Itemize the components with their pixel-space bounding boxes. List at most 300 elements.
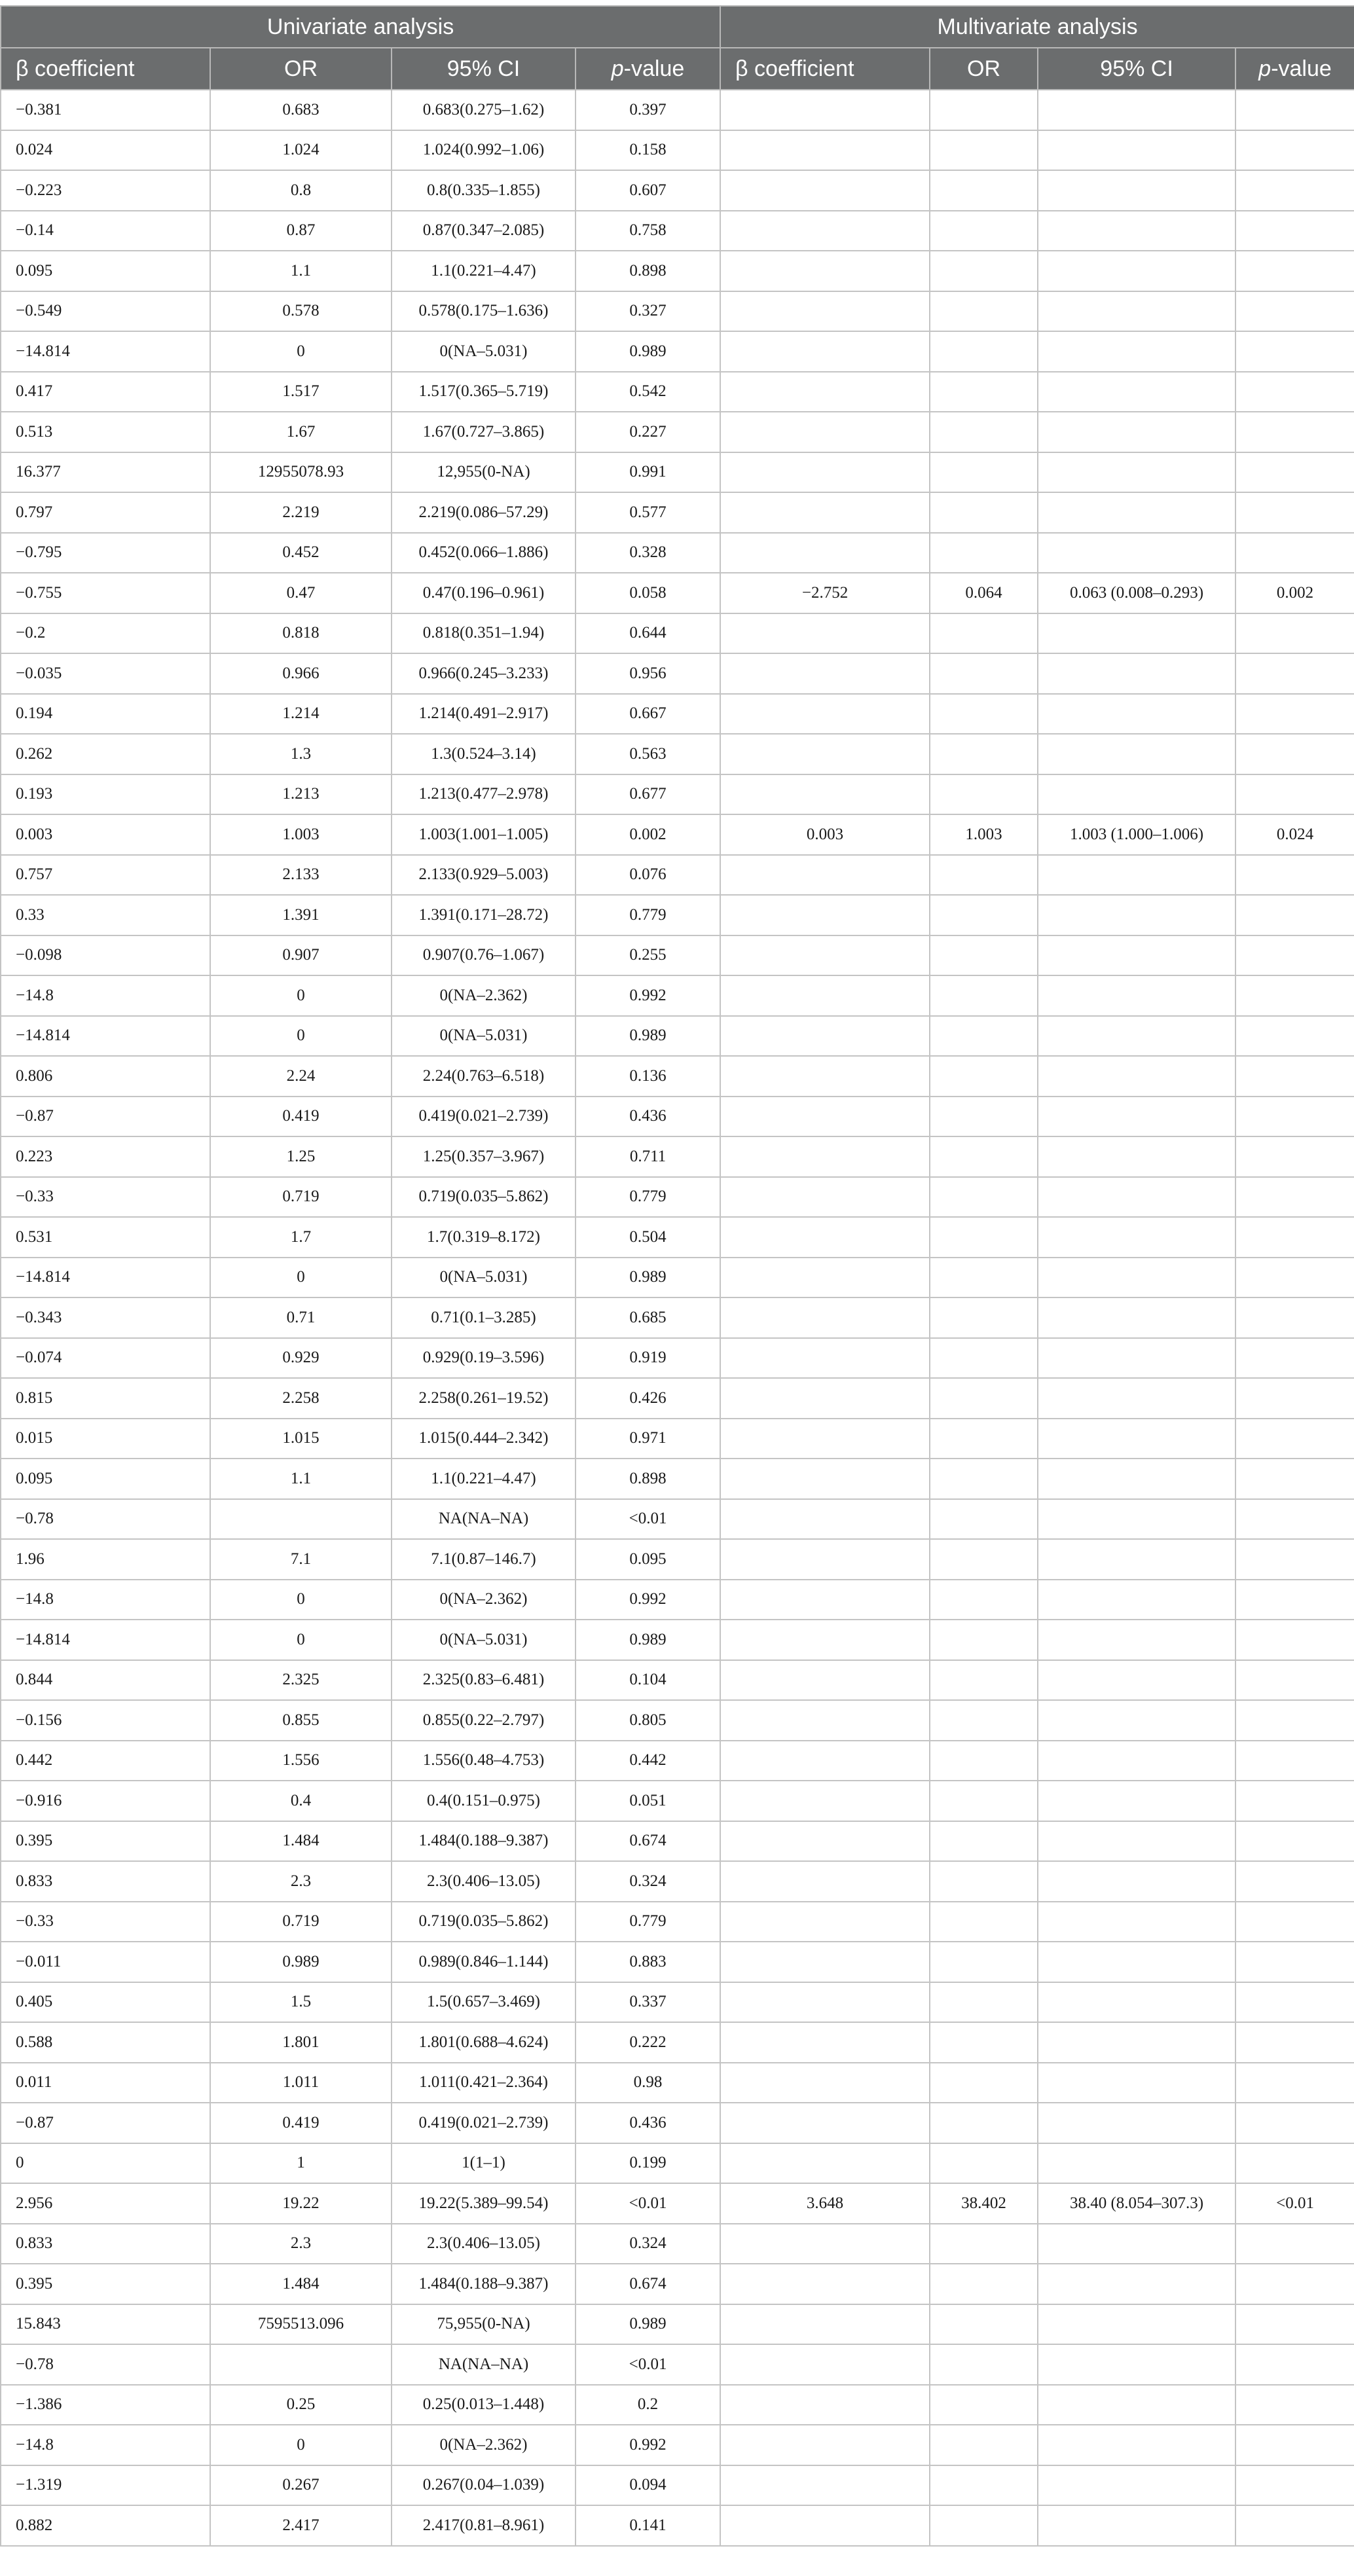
multi-or-cell (930, 533, 1038, 573)
multi-ci-cell (1038, 1016, 1235, 1057)
multi-ci-cell (1038, 331, 1235, 372)
table-row (1, 1459, 1354, 1499)
multi-beta-cell (720, 694, 930, 735)
uni-or-cell: 1.213 (210, 774, 392, 815)
uni-beta-cell: −0.33 (1, 1177, 210, 1218)
uni-or-cell: 1.5 (210, 1982, 392, 2023)
multi-pvalue-cell (1235, 1660, 1354, 1701)
uni-ci-cell: 0.989(0.846–1.144) (392, 1942, 576, 1982)
multi-or-cell (930, 1861, 1038, 1902)
uni-ci-cell: 1.5(0.657–3.469) (392, 1982, 576, 2023)
multi-beta-header: β coefficient (720, 48, 930, 90)
table-row (1, 130, 1354, 171)
multi-ci-cell (1038, 1982, 1235, 2023)
multi-pvalue-cell (1235, 1580, 1354, 1620)
multi-beta-cell (720, 1982, 930, 2023)
multi-beta-cell (720, 1217, 930, 1258)
uni-pvalue-cell: 0.002 (576, 814, 720, 855)
uni-pvalue-cell: 0.758 (576, 211, 720, 251)
value-suffix: -value (623, 56, 685, 81)
uni-beta-cell: −1.386 (1, 2385, 210, 2425)
uni-or-cell: 0 (210, 1580, 392, 1620)
uni-beta-cell: −0.074 (1, 1338, 210, 1379)
uni-beta-cell: 0.095 (1, 1459, 210, 1499)
multi-beta-cell (720, 935, 930, 976)
uni-pvalue-cell: 0.992 (576, 1580, 720, 1620)
multi-pvalue-cell (1235, 1982, 1354, 2023)
multi-ci-cell (1038, 694, 1235, 735)
multi-beta-cell (720, 2022, 930, 2063)
uni-pvalue-cell: 0.324 (576, 2224, 720, 2264)
multi-beta-cell (720, 2264, 930, 2304)
multi-or-cell (930, 1620, 1038, 1660)
multi-beta-cell (720, 2103, 930, 2143)
table-row (1, 1499, 1354, 1540)
uni-ci-cell: 1.003(1.001–1.005) (392, 814, 576, 855)
uni-pvalue-cell: 0.989 (576, 1016, 720, 1057)
multi-pvalue-cell (1235, 1620, 1354, 1660)
table-row (1, 1419, 1354, 1459)
multi-or-cell (930, 2344, 1038, 2385)
uni-pvalue-cell: 0.98 (576, 2063, 720, 2103)
uni-pvalue-cell: 0.504 (576, 1217, 720, 1258)
uni-pvalue-cell: 0.991 (576, 452, 720, 493)
multi-ci-cell (1038, 1378, 1235, 1419)
uni-beta-cell: 0.395 (1, 1821, 210, 1862)
uni-or-cell: 0.419 (210, 1097, 392, 1137)
multi-beta-cell (720, 492, 930, 533)
multi-beta-cell (720, 734, 930, 774)
uni-ci-cell: 2.3(0.406–13.05) (392, 2224, 576, 2264)
uni-beta-cell: 0.395 (1, 2264, 210, 2304)
multi-or-cell (930, 1097, 1038, 1137)
uni-or-cell: 1.3 (210, 734, 392, 774)
uni-beta-cell: −0.343 (1, 1297, 210, 1338)
multi-pvalue-cell (1235, 251, 1354, 291)
multi-ci-cell (1038, 2264, 1235, 2304)
uni-ci-cell: 0.683(0.275–1.62) (392, 90, 576, 130)
uni-beta-cell: 0.588 (1, 2022, 210, 2063)
uni-ci-cell: 0.267(0.04–1.039) (392, 2465, 576, 2506)
multi-pvalue-cell (1235, 2264, 1354, 2304)
uni-pvalue-cell: 0.328 (576, 533, 720, 573)
uni-pvalue-cell: 0.711 (576, 1136, 720, 1177)
multi-ci-cell (1038, 2224, 1235, 2264)
table-row (1, 492, 1354, 533)
uni-or-cell: 1.556 (210, 1741, 392, 1781)
uni-beta-cell: −0.223 (1, 170, 210, 211)
uni-ci-cell: 1.7(0.319–8.172) (392, 1217, 576, 1258)
uni-ci-cell: 75,955(0-NA) (392, 2304, 576, 2345)
uni-or-cell: 0.719 (210, 1177, 392, 1218)
multi-pvalue-cell (1235, 2143, 1354, 2184)
multi-pvalue-cell (1235, 1781, 1354, 1821)
multi-ci-cell (1038, 1419, 1235, 1459)
multi-pvalue-cell (1235, 2505, 1354, 2546)
uni-beta-cell: 0.833 (1, 1861, 210, 1902)
table-row (1, 1539, 1354, 1580)
uni-beta-cell: −14.8 (1, 975, 210, 1016)
uni-pvalue-cell: 0.324 (576, 1861, 720, 1902)
p-letter: p (611, 56, 624, 81)
uni-pvalue-cell: 0.051 (576, 1781, 720, 1821)
table-row (1, 1620, 1354, 1660)
multi-ci-cell: 0.063 (0.008–0.293) (1038, 573, 1235, 613)
multi-or-cell: 0.064 (930, 573, 1038, 613)
uni-beta-header: β coefficient (1, 48, 210, 90)
uni-beta-cell: −14.814 (1, 331, 210, 372)
multi-pvalue-cell (1235, 1942, 1354, 1982)
uni-ci-cell: 1.484(0.188–9.387) (392, 1821, 576, 1862)
uni-pvalue-cell: 0.992 (576, 2425, 720, 2465)
multi-ci-cell (1038, 1781, 1235, 1821)
multi-ci-cell (1038, 975, 1235, 1016)
uni-ci-cell: 0.929(0.19–3.596) (392, 1338, 576, 1379)
multi-beta-cell (720, 90, 930, 130)
table-row (1, 2264, 1354, 2304)
uni-pvalue-cell: 0.158 (576, 130, 720, 171)
multi-pvalue-cell (1235, 2224, 1354, 2264)
multi-or-cell (930, 1338, 1038, 1379)
multi-or-cell (930, 935, 1038, 976)
multi-beta-cell (720, 613, 930, 654)
uni-ci-cell: 2.325(0.83–6.481) (392, 1660, 576, 1701)
uni-pvalue-cell: 0.779 (576, 1177, 720, 1218)
uni-ci-cell: 19.22(5.389–99.54) (392, 2183, 576, 2224)
uni-pvalue-cell: 0.2 (576, 2385, 720, 2425)
multi-pvalue-cell (1235, 855, 1354, 896)
multivariate-group-header: Multivariate analysis (720, 6, 1354, 48)
uni-or-cell: 1.1 (210, 251, 392, 291)
multi-pvalue-cell (1235, 452, 1354, 493)
uni-pvalue-cell: 0.426 (576, 1378, 720, 1419)
multi-ci-cell (1038, 1338, 1235, 1379)
uni-ci-cell: 0(NA–5.031) (392, 1258, 576, 1298)
multi-or-cell (930, 211, 1038, 251)
table-row (1, 291, 1354, 332)
table-row (1, 935, 1354, 976)
uni-beta-cell: 0.223 (1, 1136, 210, 1177)
multi-pvalue-cell (1235, 2022, 1354, 2063)
uni-beta-cell: −0.87 (1, 1097, 210, 1137)
uni-or-cell: 1.67 (210, 412, 392, 452)
multi-or-cell (930, 1016, 1038, 1057)
table-row (1, 1821, 1354, 1862)
multi-or-cell (930, 90, 1038, 130)
multi-or-cell (930, 2224, 1038, 2264)
uni-beta-cell: −0.011 (1, 1942, 210, 1982)
multi-ci-cell (1038, 1620, 1235, 1660)
multi-pvalue-cell (1235, 2103, 1354, 2143)
multi-or-cell (930, 2264, 1038, 2304)
multi-ci-cell: 1.003 (1.000–1.006) (1038, 814, 1235, 855)
multi-ci-cell (1038, 2425, 1235, 2465)
uni-or-cell: 7595513.096 (210, 2304, 392, 2345)
multi-or-cell (930, 613, 1038, 654)
multi-ci-cell (1038, 452, 1235, 493)
uni-ci-cell: 1.1(0.221–4.47) (392, 251, 576, 291)
uni-or-cell: 1.484 (210, 2264, 392, 2304)
uni-pvalue-cell: 0.058 (576, 573, 720, 613)
uni-beta-cell: −14.814 (1, 1258, 210, 1298)
uni-or-cell: 0.419 (210, 2103, 392, 2143)
uni-or-cell: 1.25 (210, 1136, 392, 1177)
multi-ci-cell (1038, 855, 1235, 896)
uni-beta-cell: 0.262 (1, 734, 210, 774)
table-row (1, 533, 1354, 573)
uni-or-cell (210, 2344, 392, 2385)
table-row (1, 2022, 1354, 2063)
uni-pvalue-cell: 0.989 (576, 2304, 720, 2345)
uni-pvalue-cell: 0.674 (576, 1821, 720, 1862)
table-row (1, 1942, 1354, 1982)
multi-pvalue-cell (1235, 291, 1354, 332)
uni-pvalue-cell: 0.956 (576, 653, 720, 694)
multi-pvalue-cell (1235, 331, 1354, 372)
multi-or-cell (930, 331, 1038, 372)
table-row (1, 2304, 1354, 2345)
multi-pvalue-cell (1235, 1297, 1354, 1338)
uni-ci-cell: 0.87(0.347–2.085) (392, 211, 576, 251)
multi-beta-cell (720, 2304, 930, 2345)
uni-beta-cell: −14.8 (1, 1580, 210, 1620)
multi-pvalue-cell (1235, 1821, 1354, 1862)
table-body (1, 90, 1354, 2546)
multi-or-cell (930, 291, 1038, 332)
uni-pvalue-cell: 0.667 (576, 694, 720, 735)
regression-table (0, 5, 1354, 2547)
multi-ci-cell (1038, 2465, 1235, 2506)
multi-ci-cell (1038, 613, 1235, 654)
uni-pvalue-cell: 0.779 (576, 895, 720, 935)
multi-or-cell (930, 2385, 1038, 2425)
uni-or-cell: 2.219 (210, 492, 392, 533)
table-row (1, 2465, 1354, 2506)
uni-or-cell: 0 (210, 1258, 392, 1298)
multi-ci-cell (1038, 1902, 1235, 1942)
multi-pvalue-cell (1235, 130, 1354, 171)
table-row (1, 694, 1354, 735)
multi-ci-cell (1038, 2304, 1235, 2345)
uni-or-cell: 0.8 (210, 170, 392, 211)
table-row (1, 1338, 1354, 1379)
uni-or-cell: 1.517 (210, 372, 392, 412)
multi-or-cell (930, 2143, 1038, 2184)
uni-ci-cell: 0.818(0.351–1.94) (392, 613, 576, 654)
multi-or-cell (930, 2063, 1038, 2103)
multi-beta-cell (720, 1620, 930, 1660)
uni-or-cell: 0.818 (210, 613, 392, 654)
uni-beta-cell: −0.098 (1, 935, 210, 976)
p-letter: p (1258, 56, 1272, 81)
table-row (1, 1781, 1354, 1821)
uni-ci-cell: 1.3(0.524–3.14) (392, 734, 576, 774)
uni-or-cell: 12955078.93 (210, 452, 392, 493)
uni-ci-cell: 0(NA–5.031) (392, 1016, 576, 1057)
table-row (1, 855, 1354, 896)
uni-beta-cell: −0.755 (1, 573, 210, 613)
uni-or-cell: 1 (210, 2143, 392, 2184)
multi-or-cell (930, 734, 1038, 774)
uni-ci-cell: 1.517(0.365–5.719) (392, 372, 576, 412)
multi-beta-cell (720, 251, 930, 291)
uni-beta-cell: −0.87 (1, 2103, 210, 2143)
multi-beta-cell (720, 1821, 930, 1862)
multi-or-cell (930, 412, 1038, 452)
uni-pvalue-cell: 0.104 (576, 1660, 720, 1701)
uni-ci-cell: 2.219(0.086–57.29) (392, 492, 576, 533)
uni-or-cell: 2.3 (210, 1861, 392, 1902)
multi-ci-cell (1038, 130, 1235, 171)
multi-ci-cell (1038, 1499, 1235, 1540)
table-row (1, 1700, 1354, 1741)
uni-or-cell: 0 (210, 1016, 392, 1057)
multi-pvalue-cell: <0.01 (1235, 2183, 1354, 2224)
multi-or-cell (930, 130, 1038, 171)
multi-or-cell (930, 251, 1038, 291)
multi-pvalue-cell (1235, 1419, 1354, 1459)
table-row (1, 1741, 1354, 1781)
multi-beta-cell (720, 1459, 930, 1499)
multi-beta-cell (720, 533, 930, 573)
multi-pvalue-cell (1235, 1861, 1354, 1902)
uni-pvalue-cell: 0.919 (576, 1338, 720, 1379)
table-row (1, 613, 1354, 654)
uni-beta-cell: 0.797 (1, 492, 210, 533)
value-suffix: -value (1271, 56, 1332, 81)
multi-or-cell (930, 372, 1038, 412)
multi-or-cell (930, 1419, 1038, 1459)
multi-beta-cell (720, 2425, 930, 2465)
multi-beta-cell (720, 1016, 930, 1057)
uni-ci-cell: 0.419(0.021–2.739) (392, 2103, 576, 2143)
multi-pvalue-cell (1235, 1741, 1354, 1781)
multi-pvalue-cell (1235, 734, 1354, 774)
uni-pvalue-cell: 0.992 (576, 975, 720, 1016)
uni-or-cell: 0 (210, 975, 392, 1016)
multi-ci-cell (1038, 1258, 1235, 1298)
multi-or-cell (930, 1660, 1038, 1701)
multi-ci-cell (1038, 372, 1235, 412)
multi-pvalue-cell (1235, 694, 1354, 735)
multi-beta-cell (720, 291, 930, 332)
multi-pvalue-cell (1235, 935, 1354, 976)
multi-beta-cell (720, 895, 930, 935)
uni-beta-cell: 0.33 (1, 895, 210, 935)
multi-ci-cell (1038, 2022, 1235, 2063)
uni-pvalue-cell: 0.141 (576, 2505, 720, 2546)
table-row (1, 895, 1354, 935)
uni-ci-cell: 0.855(0.22–2.797) (392, 1700, 576, 1741)
multi-or-cell (930, 1781, 1038, 1821)
uni-beta-cell: −0.035 (1, 653, 210, 694)
multi-beta-cell (720, 412, 930, 452)
uni-pvalue-cell: 0.436 (576, 1097, 720, 1137)
uni-beta-cell: −0.33 (1, 1902, 210, 1942)
uni-or-cell: 0 (210, 2425, 392, 2465)
uni-beta-cell: −0.381 (1, 90, 210, 130)
uni-beta-cell: −0.14 (1, 211, 210, 251)
uni-pvalue-cell: 0.337 (576, 1982, 720, 2023)
uni-beta-cell: 0.003 (1, 814, 210, 855)
table-row (1, 2224, 1354, 2264)
multi-beta-cell (720, 1258, 930, 1298)
regression-table-container (0, 5, 1354, 2547)
multi-ci-cell (1038, 774, 1235, 815)
multi-pvalue-cell (1235, 533, 1354, 573)
uni-beta-cell: 0.833 (1, 2224, 210, 2264)
multi-ci-cell (1038, 1741, 1235, 1781)
multi-pvalue-cell (1235, 975, 1354, 1016)
uni-or-header: OR (210, 48, 392, 90)
uni-pvalue-cell: 0.094 (576, 2465, 720, 2506)
multi-or-cell (930, 975, 1038, 1016)
uni-ci-cell: 1(1–1) (392, 2143, 576, 2184)
multi-beta-cell (720, 2465, 930, 2506)
multi-pvalue-cell (1235, 774, 1354, 815)
multi-ci-cell (1038, 492, 1235, 533)
multi-pvalue-cell (1235, 1056, 1354, 1097)
table-row (1, 1258, 1354, 1298)
uni-beta-cell: 0.015 (1, 1419, 210, 1459)
uni-or-cell: 0.47 (210, 573, 392, 613)
multi-or-cell (930, 1539, 1038, 1580)
uni-pvalue-cell: 0.644 (576, 613, 720, 654)
multi-or-cell (930, 1741, 1038, 1781)
multi-beta-cell (720, 372, 930, 412)
multi-or-cell (930, 1056, 1038, 1097)
multi-beta-cell (720, 452, 930, 493)
uni-ci-cell: 0.47(0.196–0.961) (392, 573, 576, 613)
multi-or-cell (930, 2103, 1038, 2143)
uni-or-cell: 1.391 (210, 895, 392, 935)
table-row (1, 1097, 1354, 1137)
uni-beta-cell: −0.916 (1, 1781, 210, 1821)
multi-or-cell (930, 1378, 1038, 1419)
multi-pvalue-cell (1235, 613, 1354, 654)
uni-beta-cell: 0.194 (1, 694, 210, 735)
uni-pvalue-cell: 0.677 (576, 774, 720, 815)
uni-pvalue-cell: 0.563 (576, 734, 720, 774)
multi-ci-cell (1038, 412, 1235, 452)
multi-beta-cell (720, 1419, 930, 1459)
multi-or-cell (930, 1177, 1038, 1218)
table-row (1, 412, 1354, 452)
uni-ci-cell: 2.3(0.406–13.05) (392, 1861, 576, 1902)
multi-pvalue-cell (1235, 653, 1354, 694)
table-row (1, 1580, 1354, 1620)
uni-or-cell: 1.801 (210, 2022, 392, 2063)
table-row (1, 975, 1354, 1016)
uni-pvalue-cell: 0.805 (576, 1700, 720, 1741)
table-row (1, 1378, 1354, 1419)
multi-beta-cell (720, 2505, 930, 2546)
multi-ci-cell (1038, 935, 1235, 976)
group-header-row (1, 6, 1354, 48)
table-row (1, 1660, 1354, 1701)
uni-beta-cell: 0.815 (1, 1378, 210, 1419)
uni-pvalue-cell: <0.01 (576, 2344, 720, 2385)
multi-beta-cell (720, 170, 930, 211)
multi-beta-cell (720, 1338, 930, 1379)
table-header (1, 6, 1354, 90)
uni-or-cell: 2.417 (210, 2505, 392, 2546)
multi-beta-cell (720, 975, 930, 1016)
uni-pvalue-cell: 0.136 (576, 1056, 720, 1097)
multi-ci-cell (1038, 1580, 1235, 1620)
uni-beta-cell: 0.757 (1, 855, 210, 896)
multi-ci-cell (1038, 1942, 1235, 1982)
